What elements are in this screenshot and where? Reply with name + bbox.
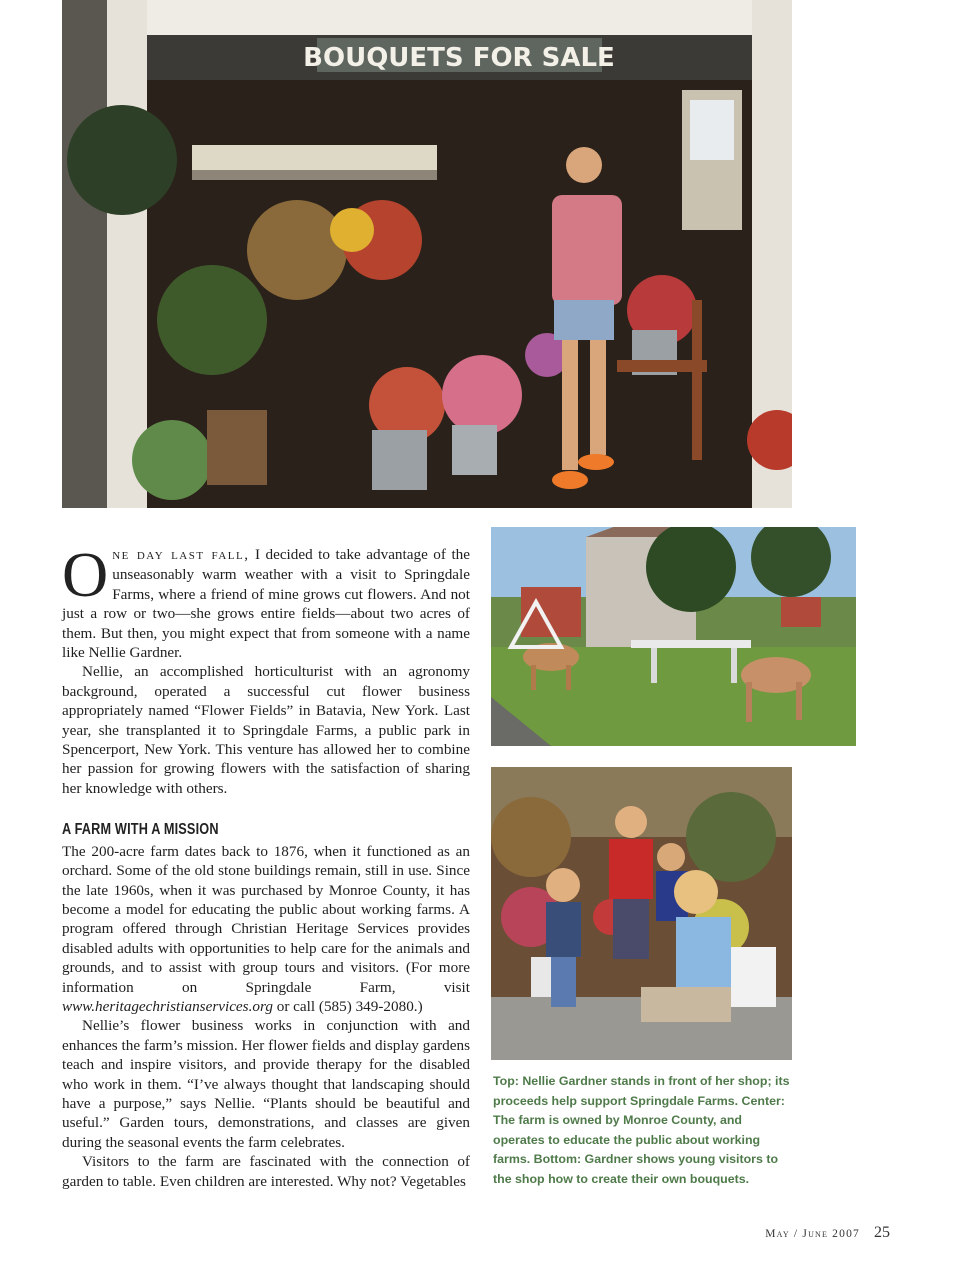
subhead-farm-mission: A FARM WITH A MISSION: [62, 821, 219, 839]
drop-cap: O: [62, 539, 109, 610]
center-photo-ponies: [491, 527, 856, 746]
paragraph-1: [62, 539, 470, 662]
paragraph-3: [62, 842, 470, 1017]
issue-date: May / June 2007: [765, 1228, 860, 1240]
lead-in: ne day last fall,: [112, 547, 250, 563]
paragraph-5: Visitors to the farm are fascinated with the connection of garden to table. Even children are interested. Why not? Vegetables: [62, 1153, 470, 1190]
bouquets-for-sale-sign: BOUQUETS FOR SALE: [303, 43, 615, 73]
photo-caption: Top: Nellie Gardner stands in front of her shop; its proceeds help support Springdale Farms. Center: The farm is owned by Monroe County, and operates to educate the public about working farms. Bottom: Gardner shows young visitors to the shop how to create their own bouquets.: [493, 1074, 790, 1186]
paragraph-3-text: The 200-acre farm dates back to 1876, when it functioned as an orchard. Some of the old stone buildings remain, still in use. Since the late 1960s, when it was purchased by Monroe County, it has become a model for educating the public about working farms. A program offered through Christian Heritage Services provides disabled adults with opportunities to help care for the animals and grounds, and to assist with group tours and visitors. (For more information on Springdale Farm, visit: [62, 842, 470, 996]
paragraph-3-end: or call (585) 349-2080.): [272, 997, 423, 1015]
folio: [765, 1224, 890, 1242]
top-photo-flower-shop: [62, 0, 792, 508]
paragraph-1-text: I decided to take advantage of the unseasonably warm weather with a visit to Springdale Farms, where a friend of mine grows cut flowers. And not just a row or two—she grows entire fields—about two acres of them. But then, you might expect that from someone with a name like Nellie Gardner.: [62, 546, 470, 662]
paragraph-2: Nellie, an accomplished horticulturist with an agronomy background, operated a successful cut flower business appropriately named “Flower Fields” in Batavia, New York. Last year, she transplanted it to Springdale Farms, a public park in Spencerport, New York. This venture has allowed her to combine her passion for growing flowers with the satisfaction of sharing her knowledge with others.: [62, 663, 470, 797]
page-number: 25: [874, 1224, 890, 1241]
bottom-photo-visitors: [491, 767, 792, 1060]
article-body: [62, 539, 470, 1191]
website-link[interactable]: www.heritagechristianservices.org: [62, 997, 273, 1015]
paragraph-4: Nellie’s flower business works in conjunction with and enhances the farm’s mission. Her flower fields and display gardens teach and inspire visitors, and provide therapy for the disabled who work in them. “I’ve always thought that landscaping should have a purpose,” says Nellie. “Plants should be beautiful and useful.” Garden tours, demonstrations, and classes are given during the seasonal events the farm celebrates.: [62, 1017, 470, 1151]
